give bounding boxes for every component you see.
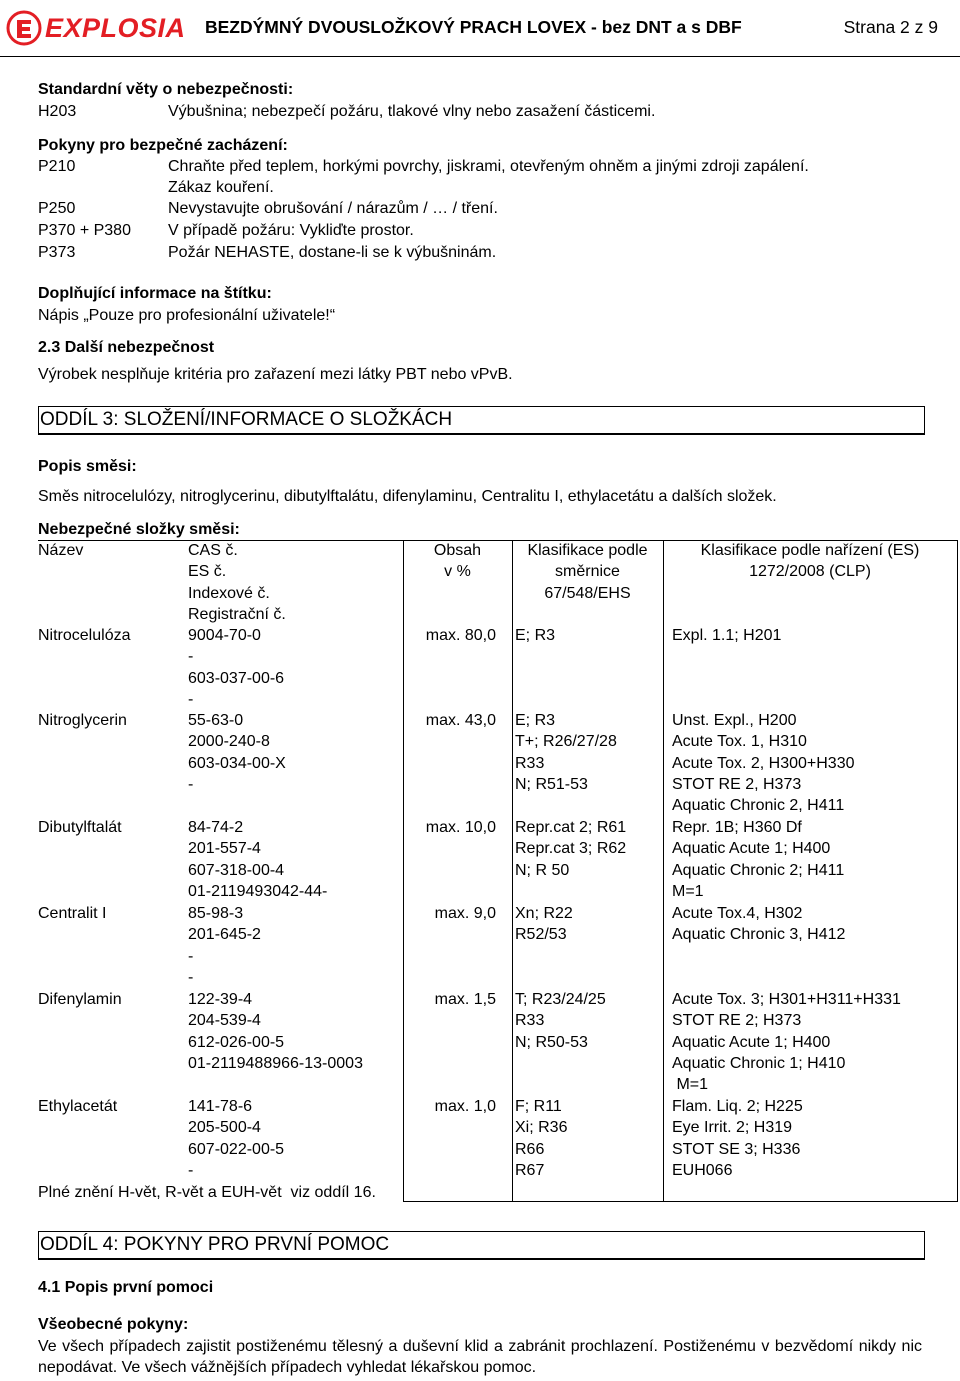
page-header	[0, 0, 960, 56]
mixture-heading: Popis směsi:	[38, 458, 137, 475]
label-info-text: Nápis „Pouze pro profesionální uživatele!“	[38, 307, 336, 324]
precaution-text: Požár NEHASTE, dostane-li se k výbušninám.	[168, 244, 497, 261]
component-clp: Unst. Expl., H200 Acute Tox. 1, H310 Acute Tox. 2, H300+H330 STOT RE 2, H373 Aquatic Chronic 2, H411	[672, 712, 855, 815]
col-header-clp: Klasifikace podle nařízení (ES) 1272/2008 (CLP)	[700, 542, 920, 581]
component-dsd: Xn; R22 R52/53	[515, 905, 573, 944]
component-ids: 141-78-6 205-500-4 607-022-00-5 -	[188, 1098, 285, 1179]
general-instructions-text: Ve všech případech zajistit postiženému tělesný a duševní klid a zabránit prochlazení. Postiženému v bezvědomí nikdy nic nepodávat. Ve všech vážnějších případech vyhledat lékařskou pomoc.	[38, 1338, 922, 1376]
hazard-statements-heading: Standardní věty o nebezpečnosti:	[38, 81, 294, 98]
header-divider	[0, 56, 960, 57]
document-title: BEZDÝMNÝ DVOUSLOŽKOVÝ PRACH LOVEX - bez DNT a s DBF	[205, 17, 742, 37]
component-name: Dibutylftalát	[38, 819, 122, 836]
other-hazards-text: Výrobek nesplňuje kritéria pro zařazení mezi látky PBT nebo vPvB.	[38, 366, 513, 383]
component-ids: 84-74-2 201-557-4 607-318-00-4 01-2119493042-44-	[188, 819, 328, 900]
table-footnote: Plné znění H-vět, R-vět a EUH-vět viz oddíl 16.	[38, 1184, 376, 1201]
component-name: Nitroglycerin	[38, 712, 127, 729]
table-divider	[663, 540, 664, 1201]
precaution-text: V případě požáru: Vykliďte prostor.	[168, 222, 414, 239]
component-content: max. 1,0	[434, 1098, 496, 1115]
section4-title: ODDÍL 4: POKYNY PRO PRVNÍ POMOC	[38, 1231, 925, 1260]
col-header-dsd: Klasifikace podle směrnice 67/548/EHS	[527, 542, 648, 602]
label-info-heading: Doplňující informace na štítku:	[38, 285, 272, 302]
component-ids: 85-98-3 201-645-2 - -	[188, 905, 261, 986]
col-header-content: Obsah v %	[433, 542, 482, 581]
component-clp: Expl. 1.1; H201	[672, 627, 782, 644]
component-clp: Flam. Liq. 2; H225 Eye Irrit. 2; H319 STOT SE 3; H336 EUH066	[672, 1098, 803, 1179]
table-divider	[512, 540, 513, 1201]
hazard-code: H203	[38, 103, 77, 120]
general-instructions-heading: Všeobecné pokyny:	[38, 1316, 189, 1333]
component-ids: 55-63-0 2000-240-8 603-034-00-X -	[188, 712, 286, 793]
precaution-code: P373	[38, 244, 76, 261]
component-name: Difenylamin	[38, 991, 122, 1008]
precaution-text: Zákaz kouření.	[168, 179, 274, 196]
component-clp: Acute Tox. 3; H301+H311+H331 STOT RE 2; H373 Aquatic Acute 1; H400 Aquatic Chronic 1; H410 M=1	[672, 991, 901, 1094]
component-name: Centralit I	[38, 905, 107, 922]
precaution-code: P370 + P380	[38, 222, 131, 239]
component-name: Ethylacetát	[38, 1098, 118, 1115]
explosia-logo-icon	[6, 10, 42, 46]
component-dsd: E; R3	[515, 627, 556, 644]
component-dsd: T; R23/24/25 R33 N; R50-53	[515, 991, 606, 1051]
precautionary-heading: Pokyny pro bezpečné zacházení:	[38, 137, 288, 154]
component-ids: 122-39-4 204-539-4 612-026-00-5 01-2119488966-13-0003	[188, 991, 363, 1072]
components-table	[38, 540, 958, 1201]
table-right-border	[957, 540, 958, 1201]
first-aid-subheading: 4.1 Popis první pomoci	[38, 1279, 214, 1296]
component-content: max. 1,5	[434, 991, 496, 1008]
component-name: Nitrocelulóza	[38, 627, 131, 644]
components-heading: Nebezpečné složky směsi:	[38, 521, 240, 538]
component-content: max. 10,0	[425, 819, 496, 836]
precaution-code: P210	[38, 158, 76, 175]
component-dsd: Repr.cat 2; R61 Repr.cat 3; R62 N; R 50	[515, 819, 627, 879]
hazard-text: Výbušnina; nebezpečí požáru, tlakové vlny nebo zasažení částicemi.	[168, 103, 656, 120]
table-bottom-border	[403, 1201, 958, 1202]
component-content: max. 80,0	[425, 627, 496, 644]
component-content: max. 9,0	[434, 905, 496, 922]
precaution-text: Chraňte před teplem, horkými povrchy, jiskrami, otevřeným ohněm a jinými zdroji zapálení.	[168, 158, 809, 175]
component-dsd: E; R3 T+; R26/27/28 R33 N; R51-53	[515, 712, 617, 793]
explosia-logo	[6, 10, 186, 46]
component-clp: Repr. 1B; H360 Df Aquatic Acute 1; H400 Aquatic Chronic 2; H411 M=1	[672, 819, 845, 900]
component-ids: 9004-70-0 - 603-037-00-6 -	[188, 627, 285, 708]
mixture-text: Směs nitrocelulózy, nitroglycerinu, dibutylftalátu, difenylaminu, Centralitu I, ethylacetátu a dalších složek.	[38, 488, 777, 505]
col-header-ids: CAS č. ES č. Indexové č. Registrační č.	[188, 542, 286, 623]
precaution-code: P250	[38, 200, 76, 217]
page-number: Strana 2 z 9	[843, 17, 938, 37]
logo-text: EXPLOSIA	[45, 12, 186, 43]
section3-title: ODDÍL 3: SLOŽENÍ/INFORMACE O SLOŽKÁCH	[38, 406, 925, 435]
precaution-text: Nevystavujte obrušování / nárazům / … / tření.	[168, 200, 498, 217]
component-clp: Acute Tox.4, H302 Aquatic Chronic 3, H412	[672, 905, 846, 944]
col-header-name: Název	[38, 542, 84, 559]
component-content: max. 43,0	[425, 712, 496, 729]
other-hazards-heading: 2.3 Další nebezpečnost	[38, 339, 215, 356]
component-dsd: F; R11 Xi; R36 R66 R67	[515, 1098, 568, 1179]
